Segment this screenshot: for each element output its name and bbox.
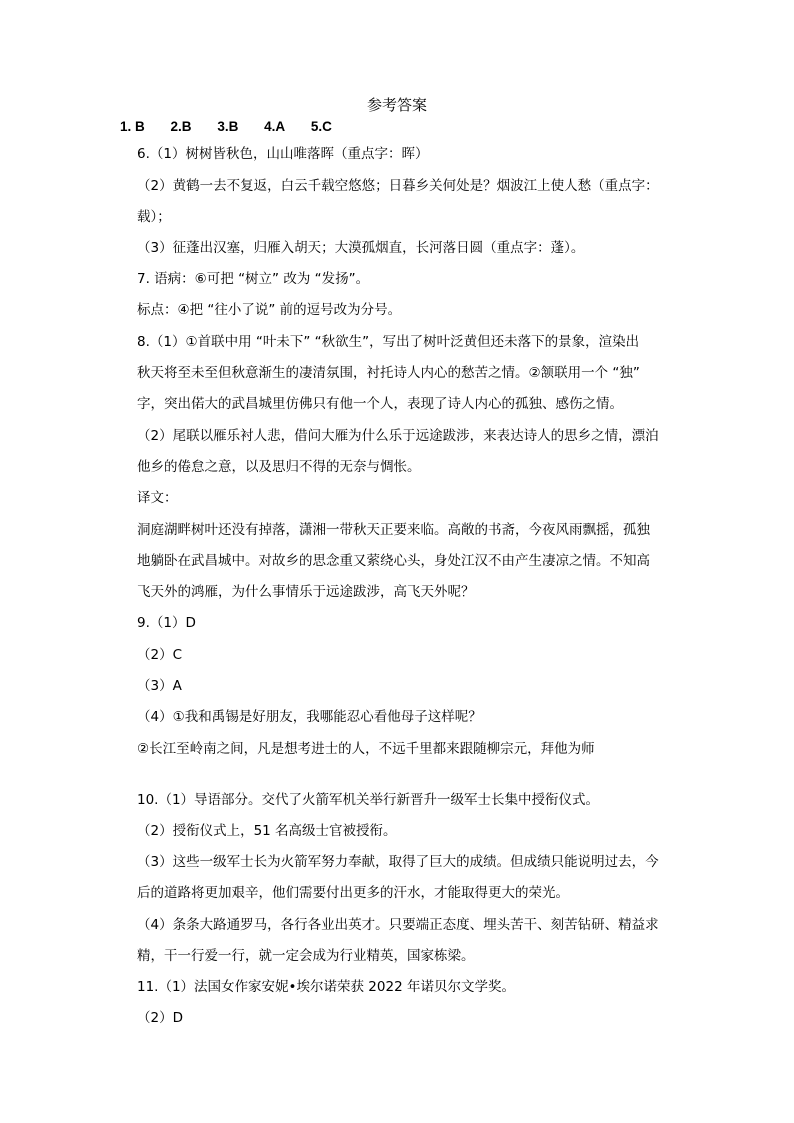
answer-line: 洞庭湖畔树叶还没有掉落，潇湘一带秋天正要来临。高敞的书斋，今夜风雨飘摇，孤独 <box>137 522 650 538</box>
answer-line: 载）； <box>137 209 171 225</box>
answer-line: 标点：④把 “往小了说” 前的逗号改为分号。 <box>137 302 402 318</box>
answer-line: （4）①我和禹锡是好朋友，我哪能忍心看他母子这样呢？ <box>137 709 482 725</box>
multiple-choice-answers <box>120 119 354 134</box>
answer-line: （3）征蓬出汉塞，归雁入胡天；大漠孤烟直，长河落日圆（重点字：蓬）。 <box>137 240 585 256</box>
answer-line: 9.（1）D <box>137 615 196 631</box>
answer-line: ②长江至岭南之间，凡是想考进士的人，不远千里都来跟随柳宗元，拜他为师 <box>137 741 595 757</box>
answer-line: （3）A <box>137 678 182 694</box>
answer-line: 11.（1）法国女作家安妮•埃尔诺荣获 2022 年诺贝尔文学奖。 <box>137 979 515 995</box>
answer-line: （2）授衔仪式上，51 名高级士官被授衔。 <box>137 823 397 839</box>
answer-line: 后的道路将更加艰辛，他们需要付出更多的汗水，才能取得更大的荣光。 <box>137 885 569 901</box>
page-title: 参考答案 <box>366 96 427 114</box>
mc-answer: 1. B <box>120 119 145 134</box>
mc-answer: 4.A <box>264 119 286 134</box>
answer-line: 6.（1）树树皆秋色，山山唯落晖（重点字：晖） <box>137 146 429 162</box>
answer-line: 精，干一行爱一行，就一定会成为行业精英，国家栋梁。 <box>137 948 475 964</box>
answer-line: 字，突出偌大的武昌城里仿佛只有他一个人，表现了诗人内心的孤独、感伤之情。 <box>137 396 623 412</box>
answer-line: （3）这些一级军士长为火箭军努力奉献，取得了巨大的成绩。但成绩只能说明过去，今 <box>137 854 659 870</box>
mc-answer: 2.B <box>170 119 192 134</box>
answer-line: （2）尾联以雁乐衬人悲，借问大雁为什么乐于远途跋涉，来表达诗人的思乡之情，漂泊 <box>137 428 659 444</box>
answer-line: 7. 语病：⑥可把 “树立” 改为 “发扬”。 <box>137 271 370 287</box>
answer-line: （4）条条大路通罗马，各行各业出英才。只要端正态度、埋头苦干、刻苦钻研、精益求 <box>137 917 659 933</box>
mc-answer: 3.B <box>217 119 239 134</box>
answer-line: （2）C <box>137 647 183 663</box>
answer-line: 10.（1）导语部分。交代了火箭军机关举行新晋升一级军士长集中授衔仪式。 <box>137 792 600 808</box>
answer-line: 译文： <box>137 490 178 506</box>
answer-line: 他乡的倦怠之意，以及思归不得的无奈与惆怅。 <box>137 459 421 475</box>
answer-line: 秋天将至未至但秋意渐生的凄清氛围，衬托诗人内心的愁苦之情。②颔联用一个 “独” <box>137 365 640 381</box>
answer-line: （2）黄鹤一去不复返，白云千载空悠悠；日暮乡关何处是？烟波江上使人愁（重点字： <box>137 178 659 194</box>
answer-line: （2）D <box>137 1010 183 1026</box>
mc-answer: 5.C <box>310 119 332 134</box>
answer-line: 飞天外的鸿雁，为什么事情乐于远途跋涉，高飞天外呢？ <box>137 584 475 600</box>
answer-line: 8.（1）①首联中用 “叶未下” “秋欲生”，写出了树叶泛黄但还未落下的景象，渲染出 <box>137 334 640 350</box>
answer-line: 地躺卧在武昌城中。对故乡的思念重又萦绕心头，身处江汉不由产生凄凉之情。不知高 <box>137 553 650 569</box>
